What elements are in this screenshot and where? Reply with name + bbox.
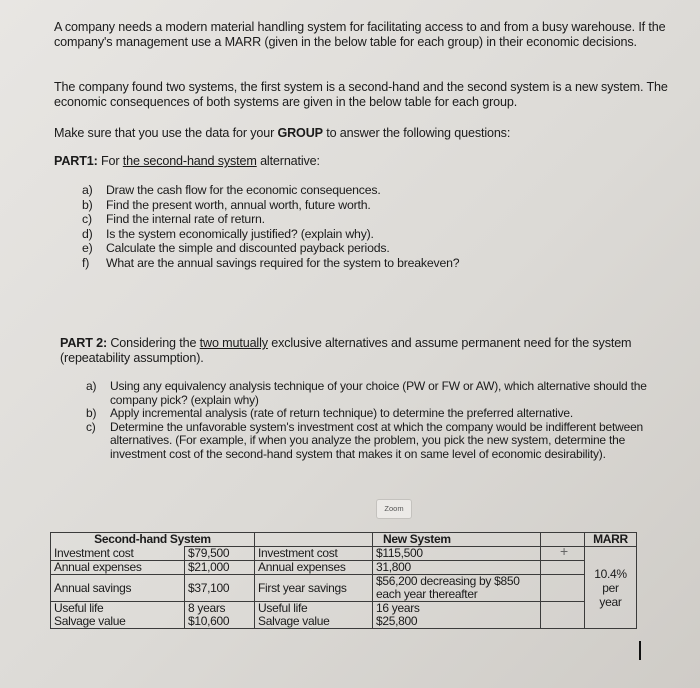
part1-heading	[54, 154, 674, 169]
part2-heading-bold: PART 2:	[60, 336, 107, 350]
list-item	[82, 183, 622, 198]
intro-p3-after: to answer the following questions:	[322, 126, 511, 140]
part2-heading-underlined: two mutually	[199, 336, 268, 350]
intro-p3-before: Make sure that you use the data for your	[54, 126, 278, 140]
ns-savings-value-1: $56,200 decreasing by $850	[376, 574, 520, 588]
table-cell	[255, 533, 373, 547]
table-row	[51, 547, 637, 561]
table-cell	[541, 575, 585, 602]
table-cell	[541, 561, 585, 575]
ns-savings-cell	[373, 575, 541, 602]
ns-annual-expenses-value: 31,800	[373, 561, 541, 575]
life-salvage-labels-cell	[51, 602, 185, 629]
sh-salvage-value: $10,600	[188, 614, 230, 628]
marr-cell	[585, 547, 637, 629]
table-row	[51, 561, 637, 575]
list-marker: e)	[82, 241, 93, 256]
part1-heading-pre: For	[97, 154, 123, 168]
list-item	[86, 421, 664, 462]
intro-p3-group: GROUP	[277, 126, 323, 140]
ns-investment-label: Investment cost	[255, 547, 373, 561]
sh-investment-value: $79,500	[185, 547, 255, 561]
list-text: Find the present worth, annual worth, future worth.	[106, 197, 371, 212]
ns-life-salvage-labels-cell	[255, 602, 373, 629]
marr-value: 10.4%	[594, 566, 627, 581]
part2-heading-post: exclusive alternatives and assume permanent need for the system (repeatability assumption).	[60, 336, 632, 365]
ns-savings-value-2: each year thereafter	[376, 587, 478, 601]
list-item	[82, 212, 622, 227]
ns-life-salvage-values-cell	[373, 602, 541, 629]
list-marker: d)	[82, 226, 93, 241]
ns-savings-label: First year savings	[255, 575, 373, 602]
list-marker: f)	[82, 255, 90, 270]
ns-life-value: 16 years	[376, 601, 420, 615]
list-marker: a)	[82, 183, 93, 197]
part1-heading-underlined: the second-hand system	[122, 154, 257, 168]
list-text: Find the internal rate of return.	[106, 212, 265, 227]
ns-salvage-label: Salvage value	[258, 614, 330, 628]
marr-year: year	[599, 594, 622, 609]
sh-savings-label: Annual savings	[51, 575, 185, 602]
list-item	[82, 198, 622, 213]
table-row	[51, 533, 637, 547]
marr-header: MARR	[585, 533, 637, 547]
list-item	[86, 380, 664, 407]
sh-life-label: Useful life	[54, 601, 104, 615]
zoom-button[interactable]: Zoom	[376, 499, 412, 519]
sh-investment-label: Investment cost	[51, 547, 185, 561]
list-text: Determine the unfavorable system's investment cost at which the company would be indifferent between alternatives. (For example, if when you analyze the problem, you pick the new system, determine the investment cost of the second-hand system that makes it on same level of economic desirability).	[110, 419, 644, 461]
list-marker: a)	[86, 379, 97, 393]
second-hand-header: Second-hand System	[51, 533, 255, 547]
part2-question-list	[86, 380, 664, 462]
ns-salvage-value: $25,800	[376, 614, 418, 628]
table-cell	[541, 602, 585, 629]
marr-per: per	[602, 580, 619, 595]
ns-annual-expenses-label: Annual expenses	[255, 561, 373, 575]
list-item	[82, 227, 622, 242]
list-item	[82, 241, 622, 256]
table-row	[51, 602, 637, 629]
intro-paragraph-1: A company needs a modern material handling system for facilitating access to and from a busy warehouse. If the company's management use a MARR (given in the below table for each group) in their economic decisions.	[54, 20, 666, 49]
ns-life-label: Useful life	[258, 601, 308, 615]
sh-salvage-label: Salvage value	[54, 614, 126, 628]
intro-paragraph-2: The company found two systems, the first system is a second-hand and the second system is a new system. The economic consequences of both systems are given in the below table for each group.	[54, 80, 668, 109]
plus-icon[interactable]: +	[560, 543, 569, 559]
list-marker: b)	[86, 406, 97, 421]
list-text: Apply incremental analysis (rate of return technique) to determine the preferred alternative.	[110, 406, 573, 421]
list-text: Calculate the simple and discounted payback periods.	[106, 241, 390, 256]
economic-data-table	[50, 532, 637, 629]
table-row	[51, 575, 637, 602]
sh-annual-expenses-label: Annual expenses	[51, 561, 185, 575]
ns-investment-value: $115,500	[373, 547, 541, 561]
part1-heading-post: alternative:	[256, 154, 320, 168]
list-item	[86, 407, 664, 421]
list-marker: c)	[82, 212, 92, 227]
part2-heading	[60, 336, 650, 366]
text-cursor-icon	[639, 641, 641, 660]
intro-paragraph-3	[54, 126, 674, 141]
part1-heading-bold: PART1:	[54, 154, 98, 168]
list-item	[82, 256, 622, 271]
new-system-header: New System	[373, 533, 541, 547]
part2-heading-pre: Considering the	[107, 336, 200, 350]
part1-question-list	[82, 183, 622, 271]
list-text: Is the system economically justified? (explain why).	[106, 226, 374, 241]
life-salvage-values-cell	[185, 602, 255, 629]
list-marker: b)	[82, 197, 93, 212]
list-text: What are the annual savings required for the system to breakeven?	[106, 255, 460, 270]
sh-savings-value: $37,100	[185, 575, 255, 602]
list-text: Draw the cash flow for the economic consequences.	[106, 183, 381, 197]
list-marker: c)	[86, 419, 96, 434]
list-text: Using any equivalency analysis technique of your choice (PW or FW or AW), which alternative should the company pick? (explain why)	[110, 379, 647, 407]
sh-life-value: 8 years	[188, 601, 226, 615]
sh-annual-expenses-value: $21,000	[185, 561, 255, 575]
